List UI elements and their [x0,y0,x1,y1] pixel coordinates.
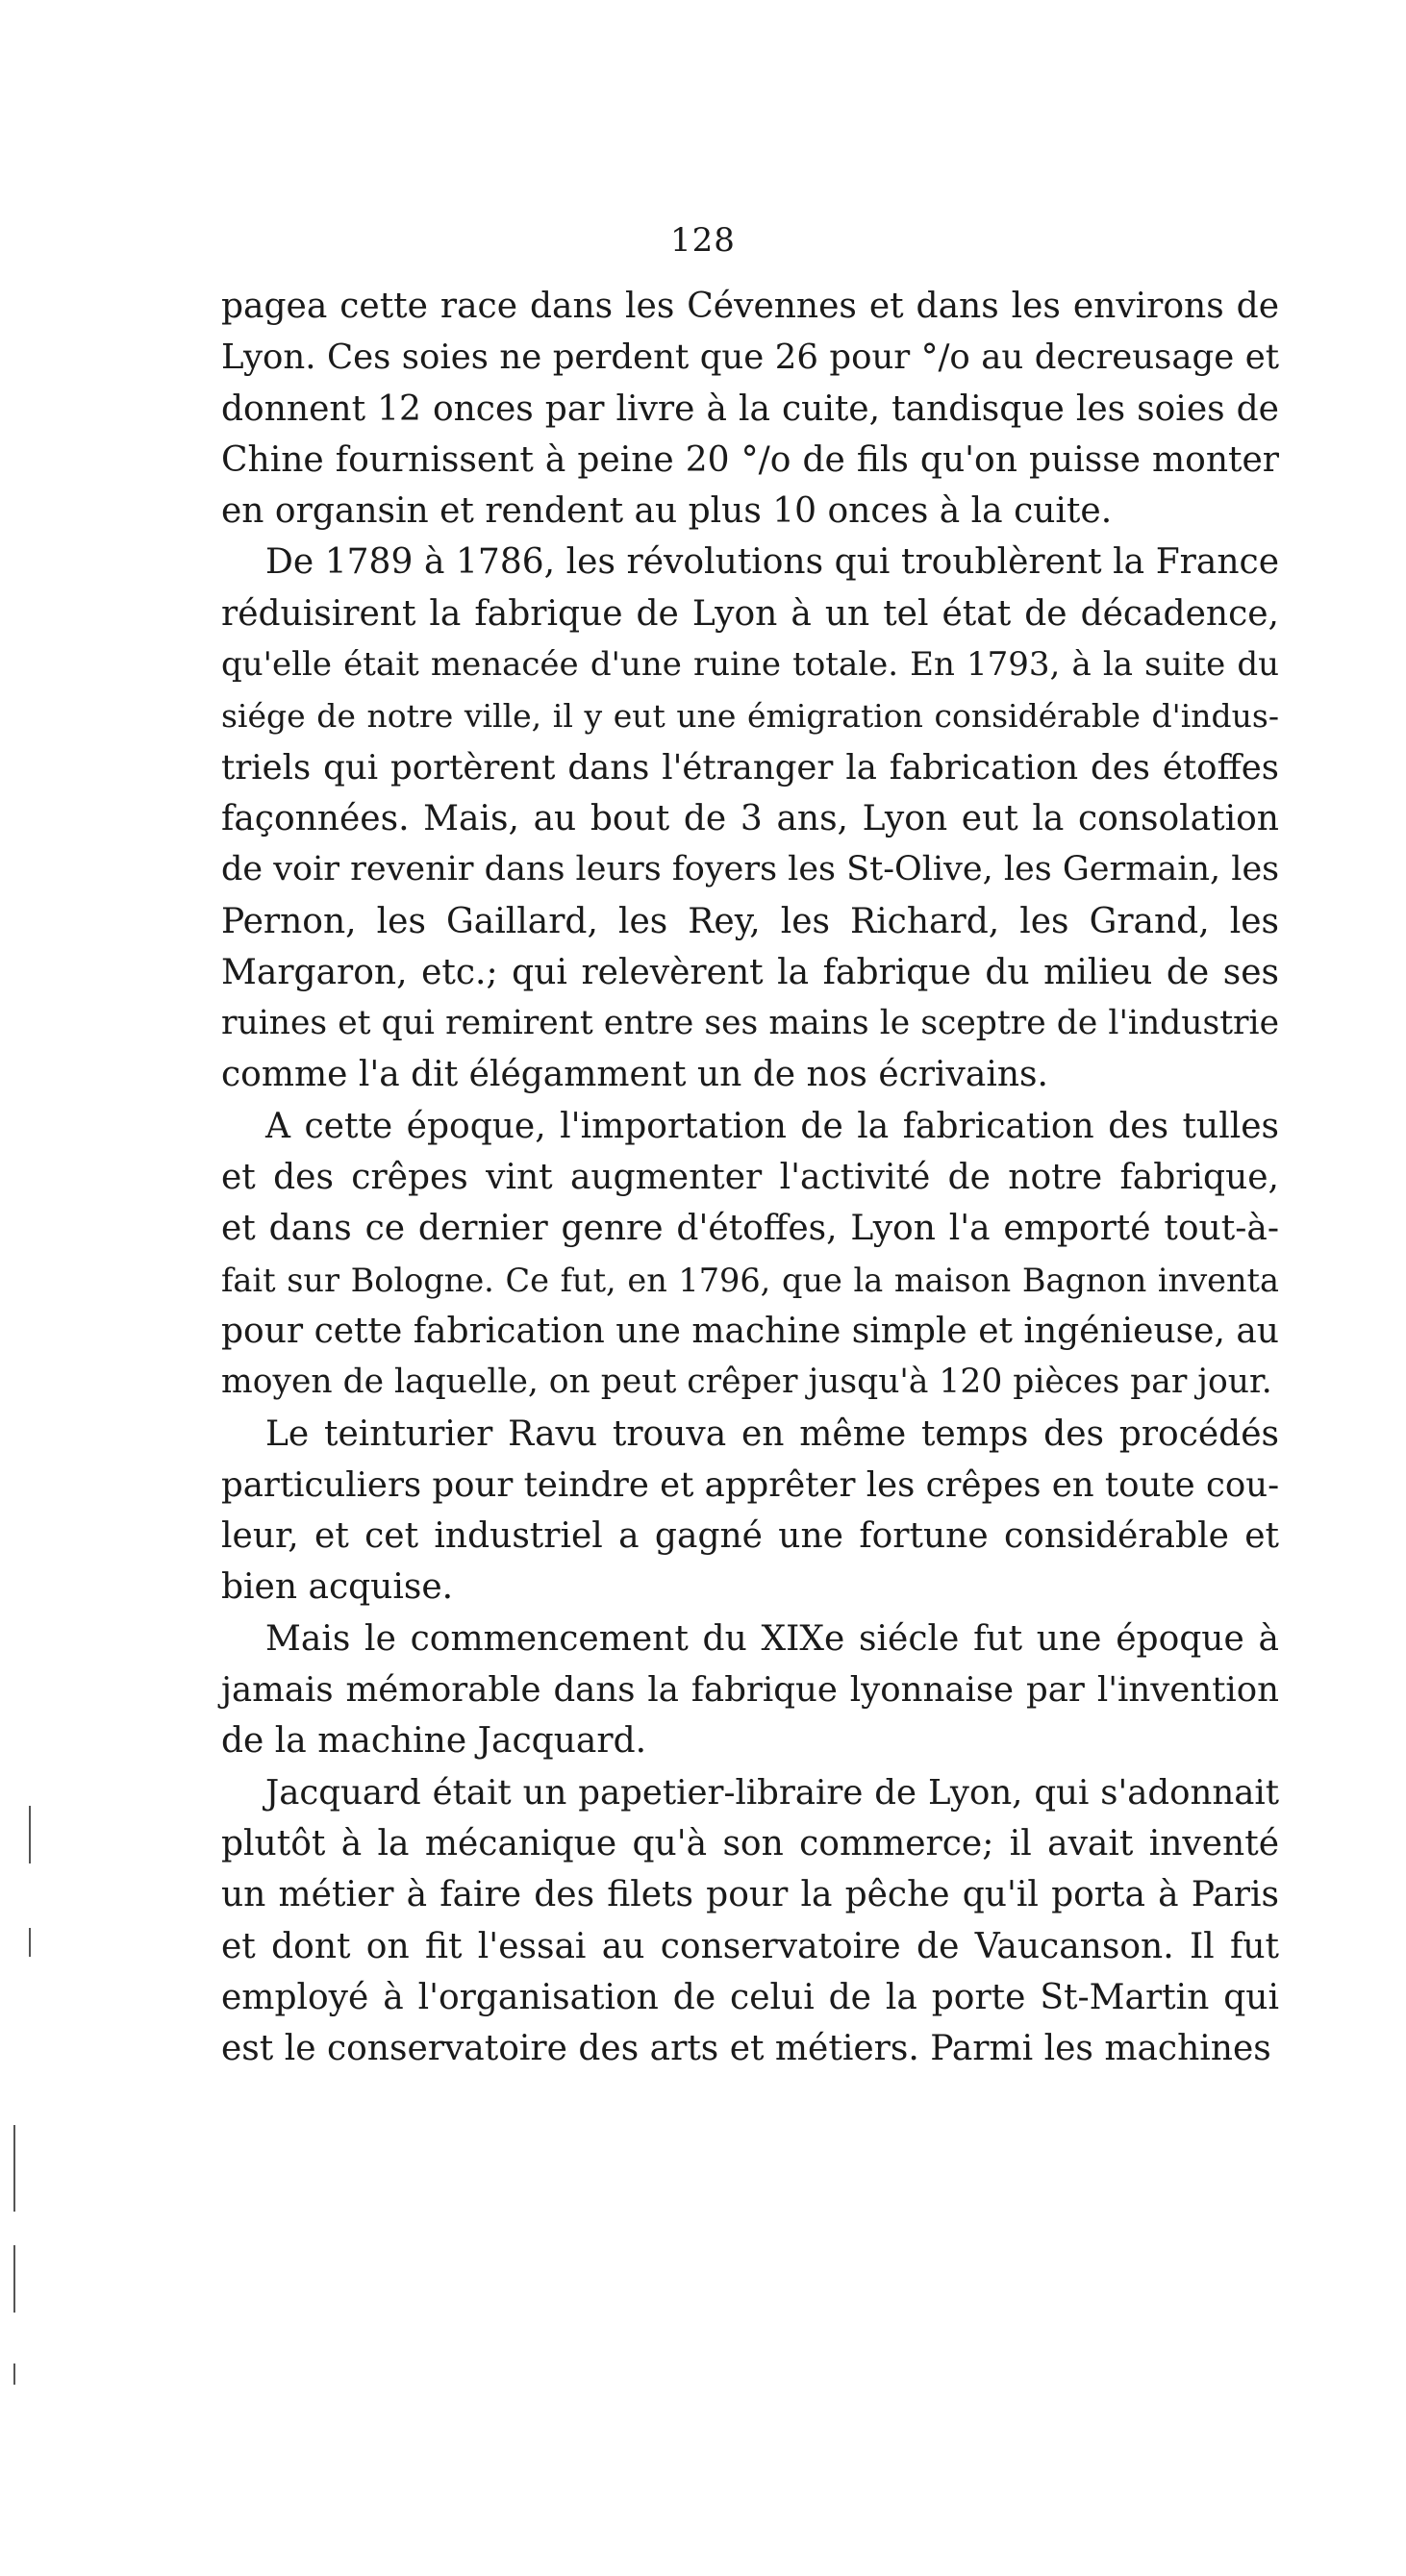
text-line: Jacquard était un papetier-libraire de Lyon, qui s'adonnait [265,1772,1279,1813]
text-line: A cette époque, l'importation de la fabrication des tulles [265,1106,1279,1146]
text-line: Chine fournissent à peine 20 °/o de fils qu'on puisse monter [221,439,1279,480]
text-line: est le conservatoire des arts et métiers. Parmi les machines [221,2029,1271,2069]
text-line: Mais le commencement du XIXe siécle fut une époque à [265,1618,1279,1659]
body-text [221,281,1279,2074]
text-line: un métier à faire des filets pour la pêche qu'il porta à Paris [221,1875,1279,1915]
text-line: et dont on fit l'essai au conservatoire de Vaucanson. Il fut [221,1926,1279,1966]
text-line: de voir revenir dans leurs foyers les St-Olive, les Germain, les [221,850,1280,889]
text-line: fait sur Bologne. Ce fut, en 1796, que la maison Bagnon inventa [221,1261,1279,1299]
text-line: et des crêpes vint augmenter l'activité de notre fabrique, [221,1158,1279,1198]
text-line: siége de notre ville, il y eut une émigration considérable d'indus- [221,697,1279,736]
text-line: Pernon, les Gaillard, les Rey, les Richard, les Grand, les [221,901,1279,941]
text-line: leur, et cet industriel a gagné une fortune considérable et [221,1516,1279,1557]
text-line: façonnées. Mais, au bout de 3 ans, Lyon eut la consolation [221,798,1279,838]
text-line: de la machine Jacquard. [221,1721,647,1762]
text-line: triels qui portèrent dans l'étranger la fabrication des étoffes [221,747,1279,788]
text-line: comme l'a dit élégamment un de nos écrivains. [221,1055,1048,1095]
text-line: ruines et qui remirent entre ses mains le sceptre de l'industrie [221,1004,1279,1043]
text-line: en organsin et rendent au plus 10 onces à la cuite. [221,491,1113,532]
text-line: jamais mémorable dans la fabrique lyonnaise par l'invention [221,1670,1279,1711]
text-line: Lyon. Ces soies ne perdent que 26 pour °/o au decreusage et [221,338,1279,378]
text-line: donnent 12 onces par livre à la cuite, tandisque les soies de [221,388,1279,429]
text-line: plutôt à la mécanique qu'à son commerce; il avait inventé [221,1823,1279,1863]
scan-margin-mark [13,2363,15,2385]
text-line: particuliers pour teindre et apprêter les crêpes en toute cou- [221,1464,1280,1505]
text-line: Le teinturier Ravu trouva en même temps des procédés [265,1413,1279,1454]
text-line: et dans ce dernier genre d'étoffes, Lyon l'a emporté tout-à- [221,1209,1279,1249]
text-line: moyen de laquelle, on peut crêper jusqu'à 120 pièces par jour. [221,1363,1272,1402]
text-line: qu'elle était menacée d'une ruine totale. En 1793, à la suite du [221,645,1279,685]
text-line: employé à l'organisation de celui de la porte St-Martin qui [221,1977,1279,2017]
text-line: pagea cette race dans les Cévennes et dans les environs de [221,287,1279,326]
text-line: pour cette fabrication une machine simple et ingénieuse, au [221,1311,1279,1351]
scan-margin-mark [29,1928,31,1957]
text-line: De 1789 à 1786, les révolutions qui troublèrent la France [265,542,1279,583]
text-line: Margaron, etc.; qui relevèrent la fabrique du milieu de ses [221,952,1279,992]
scan-margin-mark [13,2125,15,2212]
text-line: bien acquise. [221,1567,454,1608]
text-line: réduisirent la fabrique de Lyon à un tel état de décadence, [221,593,1279,634]
page-number: 128 [670,221,736,260]
scan-margin-mark [13,2245,15,2313]
scan-margin-mark [29,1806,31,1863]
